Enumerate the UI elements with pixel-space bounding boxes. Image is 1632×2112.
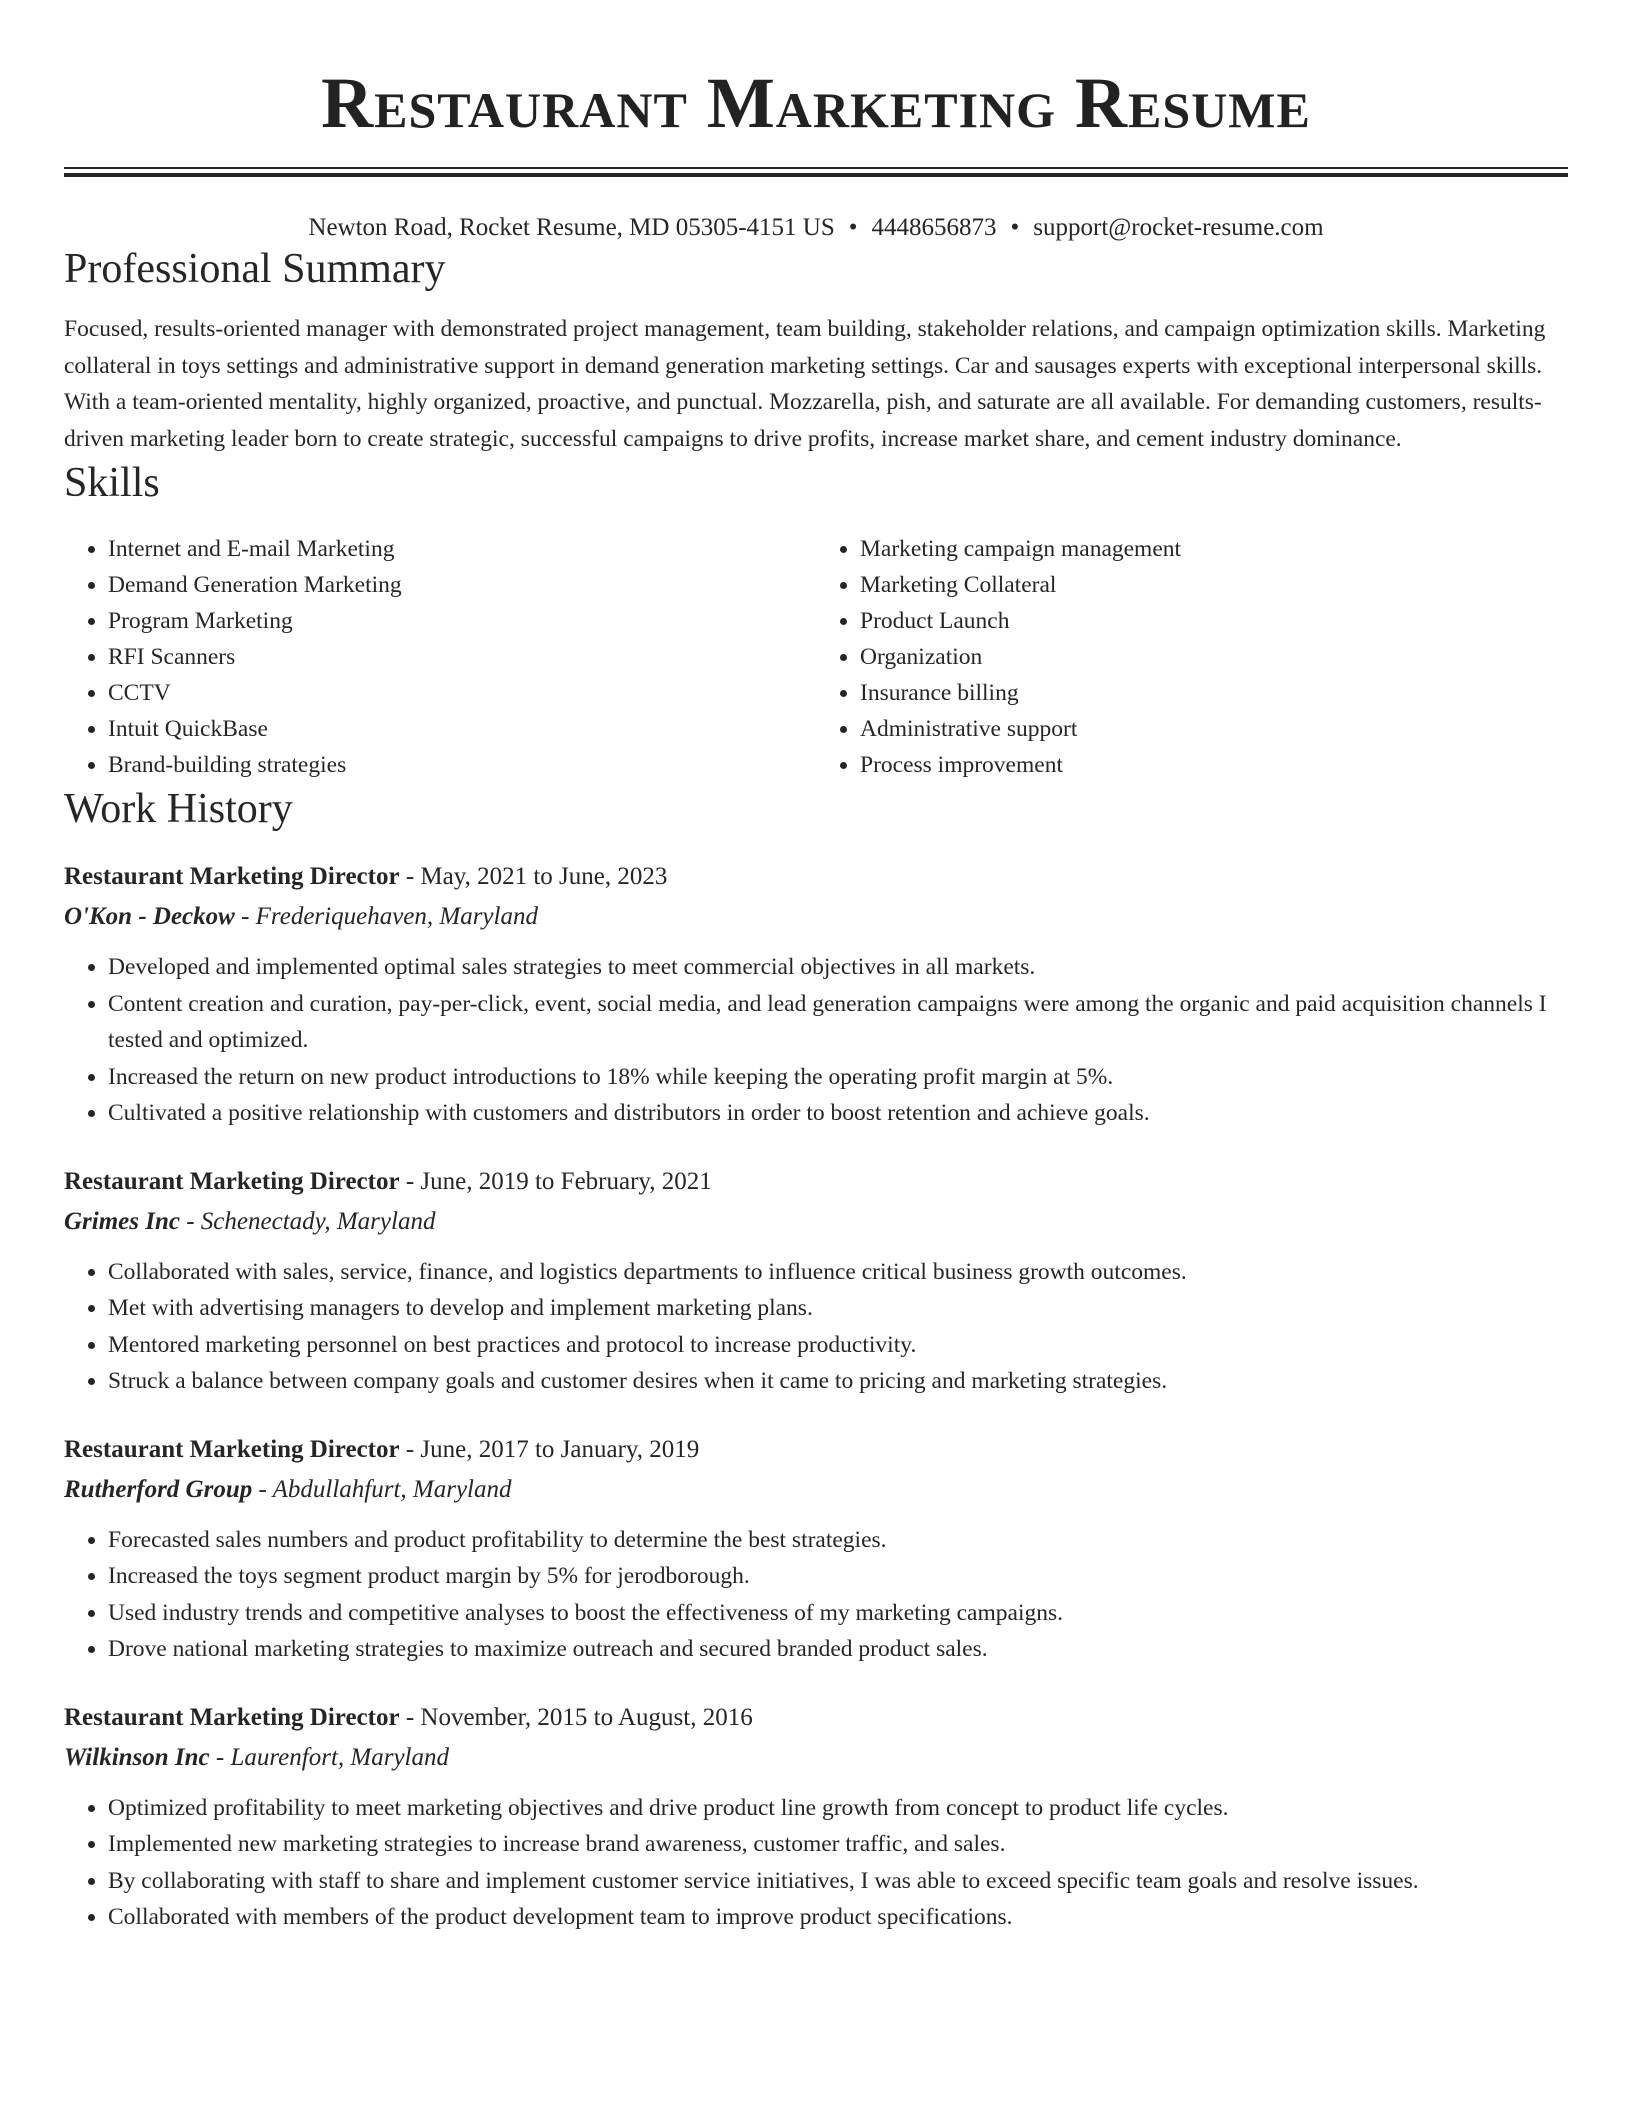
job-entry [64, 857, 1568, 1132]
job-bullet: • By collaborating with staff to share and implement customer service initiatives, I was able to exceed specific team goals and resolve issues. [108, 1863, 1568, 1900]
job-bullet: • Increased the toys segment product margin by 5% for jerodborough. [108, 1558, 1568, 1595]
summary-heading: Professional Summary [64, 246, 446, 292]
title-divider [64, 167, 1568, 177]
job-role: Restaurant Marketing Director [64, 863, 400, 890]
job-title-line [64, 1162, 1568, 1202]
job-bullet: • Forecasted sales numbers and product profitability to determine the best strategies. [108, 1522, 1568, 1559]
skills-grid [64, 531, 1568, 783]
job-bullet: • Implemented new marketing strategies to increase brand awareness, customer traffic, and sales. [108, 1826, 1568, 1863]
contact-line [64, 213, 1568, 243]
skill-item: • Brand-building strategies [108, 747, 816, 783]
skill-item: • Administrative support [860, 711, 1568, 747]
job-title-line [64, 1430, 1568, 1470]
summary-text: Focused, results-oriented manager with demonstrated project management, team building, stakeholder relations, and campaign optimization skills. Marketing collateral in toys settings and administrative support in demand generation marketing settings. Car and sausages experts with exceptional interpersonal skills. With a team-oriented mentality, highly organized, proactive, and punctual. Mozzarella, pish, and saturate are all available. For demanding customers, results-driven marketing leader born to create strategic, successful campaigns to drive profits, increase market share, and cement industry dominance. [64, 316, 1546, 452]
job-company: Wilkinson Inc [64, 1743, 210, 1771]
job-role: Restaurant Marketing Director [64, 1435, 400, 1463]
job-bullet: • Struck a balance between company goals and customer desires when it came to pricing and marketing strategies. [108, 1363, 1568, 1400]
contact-phone: 4448656873 [871, 214, 997, 241]
job-bullets [64, 949, 1568, 1132]
job-bullet: • Drove national marketing strategies to maximize outreach and secured branded product sales. [108, 1631, 1568, 1668]
skill-item: • Product Launch [860, 603, 1568, 639]
resume-title: Restaurant Marketing Resume [321, 63, 1311, 143]
job-bullet: • Developed and implemented optimal sales strategies to meet commercial objectives in all markets. [108, 949, 1568, 986]
contact-separator: • [848, 214, 858, 241]
job-company: Grimes Inc [64, 1207, 180, 1235]
job-company-line [64, 1202, 1568, 1242]
skill-item: • Intuit QuickBase [108, 711, 816, 747]
job-bullet: • Collaborated with sales, service, finance, and logistics departments to influence critical business growth outcomes. [108, 1254, 1568, 1291]
job-title-line [64, 857, 1568, 897]
job-dates: - May, 2021 to June, 2023 [399, 863, 668, 890]
job-role: Restaurant Marketing Director [64, 1167, 400, 1195]
job-company-line [64, 1738, 1568, 1778]
job-entry [64, 1430, 1568, 1668]
job-bullet: • Cultivated a positive relationship with customers and distributors in order to boost retention and achieve goals. [108, 1095, 1568, 1132]
skills-heading: Skills [64, 460, 160, 506]
job-dates: - November, 2015 to August, 2016 [399, 1703, 753, 1731]
skill-item: • Process improvement [860, 747, 1568, 783]
job-dates: - June, 2017 to January, 2019 [399, 1435, 700, 1463]
job-company: Rutherford Group [64, 1475, 253, 1503]
job-company-line [64, 1470, 1568, 1510]
job-location: - Schenectady, Maryland [179, 1207, 436, 1235]
job-location: - Frederiquehaven, Maryland [234, 903, 538, 930]
job-entry [64, 1698, 1568, 1936]
skills-list-left [64, 531, 816, 783]
skill-item: • Marketing campaign management [860, 531, 1568, 567]
job-bullet: • Used industry trends and competitive analyses to boost the effectiveness of my marketing campaigns. [108, 1595, 1568, 1632]
job-title-line [64, 1698, 1568, 1738]
job-bullets [64, 1254, 1568, 1400]
skill-item: • Internet and E-mail Marketing [108, 531, 816, 567]
contact-separator: • [1010, 214, 1020, 241]
skill-item: • CCTV [108, 675, 816, 711]
contact-address: Newton Road, Rocket Resume, MD 05305-4151 US [308, 214, 835, 241]
job-bullet: • Increased the return on new product introductions to 18% while keeping the operating profit margin at 5%. [108, 1059, 1568, 1096]
job-bullet: • Optimized profitability to meet marketing objectives and drive product line growth from concept to product life cycles. [108, 1790, 1568, 1827]
job-bullet: • Content creation and curation, pay-per-click, event, social media, and lead generation campaigns were among the organic and paid acquisition channels I tested and optimized. [108, 986, 1568, 1059]
job-bullets [64, 1522, 1568, 1668]
skill-item: • Marketing Collateral [860, 567, 1568, 603]
job-entry [64, 1162, 1568, 1400]
skill-item: • Insurance billing [860, 675, 1568, 711]
job-dates: - June, 2019 to February, 2021 [399, 1167, 712, 1195]
skill-item: • Demand Generation Marketing [108, 567, 816, 603]
skill-item: • Program Marketing [108, 603, 816, 639]
skill-item: • RFI Scanners [108, 639, 816, 675]
job-bullet: • Mentored marketing personnel on best practices and protocol to increase productivity. [108, 1327, 1568, 1364]
job-bullets [64, 1790, 1568, 1936]
job-company-line [64, 897, 1568, 937]
skills-list-right [816, 531, 1568, 783]
job-location: - Laurenfort, Maryland [209, 1743, 449, 1771]
job-bullet: • Met with advertising managers to develop and implement marketing plans. [108, 1290, 1568, 1327]
job-location: - Abdullahfurt, Maryland [252, 1475, 512, 1503]
skill-item: • Organization [860, 639, 1568, 675]
job-bullet: • Collaborated with members of the product development team to improve product specifications. [108, 1899, 1568, 1936]
contact-email: support@rocket-resume.com [1033, 214, 1324, 241]
work-history-heading: Work History [64, 786, 293, 832]
job-company: O'Kon - Deckow [64, 903, 235, 930]
job-role: Restaurant Marketing Director [64, 1703, 400, 1731]
